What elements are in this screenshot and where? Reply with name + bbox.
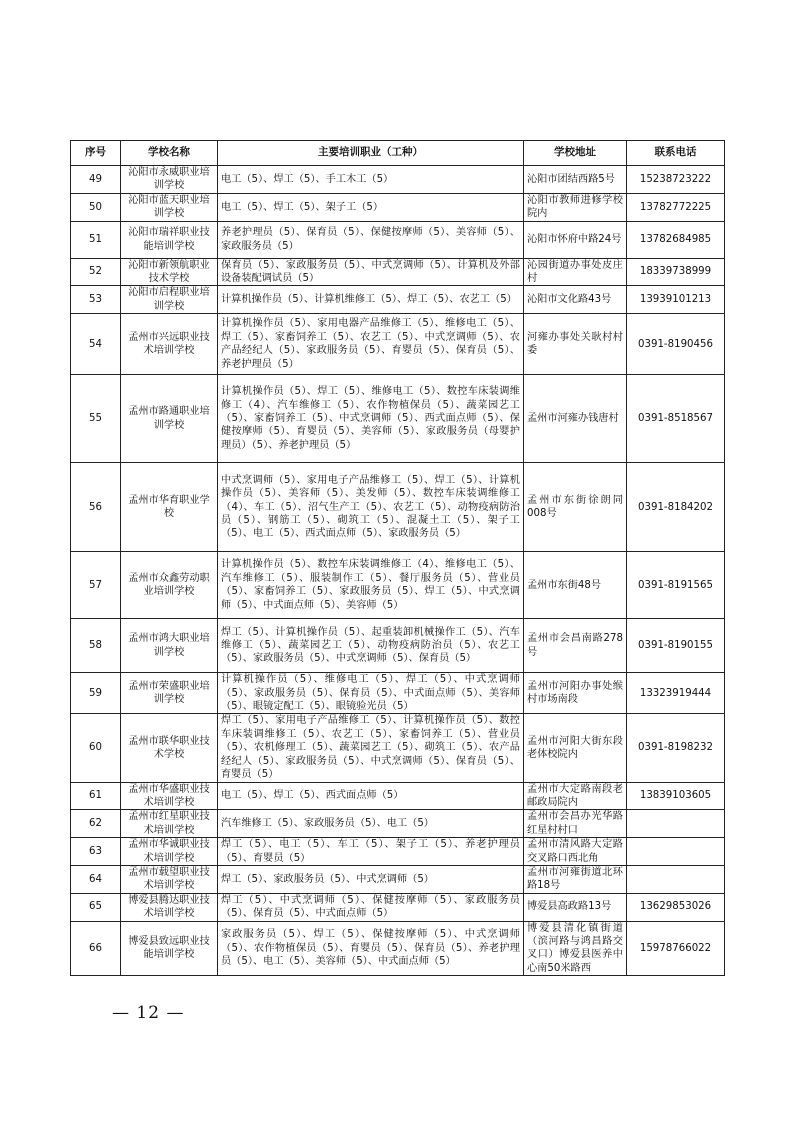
school-name: 孟州市华诚职业技术培训学校 bbox=[121, 838, 218, 866]
contact-phone: 0391-8191565 bbox=[627, 552, 725, 619]
school-name: 博爱县腾达职业技术培训学校 bbox=[121, 893, 218, 921]
header-address: 学校地址 bbox=[524, 141, 627, 166]
school-name: 沁阳市瑞祥职业技能培训学校 bbox=[121, 221, 218, 258]
school-address: 孟州市河雍街道北环路18号 bbox=[524, 865, 627, 893]
school-address: 孟州市大定路南段老邮政局院内 bbox=[524, 782, 627, 810]
table-row bbox=[71, 375, 725, 463]
table-row bbox=[71, 221, 725, 258]
school-address: 沁园街道办事处皮庄村 bbox=[524, 258, 627, 286]
training-jobs: 焊工（5）、家用电子产品维修工（5）、计算机操作员（5）、数控车床装调维修工（5）、农艺工（5）、家畜饲养工（5）、营业员（5）、农机修理工（5）、蔬菜园艺工（5）、砌筑工（5）、农产品经纪人（5）、家政服务员（5）、中式烹调师（5）、保育员（5）、育婴员（5） bbox=[218, 714, 524, 782]
row-number: 49 bbox=[71, 166, 121, 194]
row-number: 62 bbox=[71, 810, 121, 838]
school-address: 沁阳市教师进修学校院内 bbox=[524, 193, 627, 221]
school-name: 孟州市荣盛职业培训学校 bbox=[121, 673, 218, 714]
school-name: 孟州市红星职业技术培训学校 bbox=[121, 810, 218, 838]
table-row bbox=[71, 782, 725, 810]
row-number: 65 bbox=[71, 893, 121, 921]
school-address: 河雍办事处关耿村村委 bbox=[524, 314, 627, 375]
training-jobs: 电工（5）、焊工（5）、手工木工（5） bbox=[218, 166, 524, 194]
contact-phone: 0391-8184202 bbox=[627, 463, 725, 552]
row-number: 51 bbox=[71, 221, 121, 258]
table-row bbox=[71, 921, 725, 976]
row-number: 63 bbox=[71, 838, 121, 866]
table-row bbox=[71, 893, 725, 921]
table-row bbox=[71, 166, 725, 194]
training-jobs: 计算机操作员（5）、家用电器产品维修工（5）、维修电工（5）、焊工（5）、家畜饲养工（5）、农艺工（5）、中式烹调师（5）、农产品经纪人（5）、家政服务员（5）、育婴员（5）、保育员（5）、养老护理员（5） bbox=[218, 314, 524, 375]
school-address: 孟州市会昌办光华路红星村村口 bbox=[524, 810, 627, 838]
row-number: 54 bbox=[71, 314, 121, 375]
row-number: 61 bbox=[71, 782, 121, 810]
table-row bbox=[71, 463, 725, 552]
contact-phone: 13939101213 bbox=[627, 286, 725, 314]
training-jobs: 计算机操作员（5）、维修电工（5）、焊工（5）、中式烹调师（5）、家政服务员（5）、保育员（5）、中式面点师（5）、美容师（5）、眼镜定配工（5）、眼镜验光员（5） bbox=[218, 673, 524, 714]
row-number: 66 bbox=[71, 921, 121, 976]
contact-phone: 18339738999 bbox=[627, 258, 725, 286]
table-row bbox=[71, 865, 725, 893]
contact-phone: 0391-8190456 bbox=[627, 314, 725, 375]
training-jobs: 计算机操作员（5）、焊工（5）、维修电工（5）、数控车床装调维修工（4）、汽车维修工（5）、农作物植保员（5）、蔬菜园艺工（5）、家畜饲养工（5）、中式烹调师（5）、西式面点师（5）、保健按摩师（5）、育婴员（5）、美容师（5）、家政服务员（母婴护理员）（5）、养老护理员（5） bbox=[218, 375, 524, 463]
school-address: 孟州市清风路大定路交叉路口西北角 bbox=[524, 838, 627, 866]
contact-phone bbox=[627, 838, 725, 866]
training-jobs: 电工（5）、焊工（5）、西式面点师（5） bbox=[218, 782, 524, 810]
training-jobs: 家政服务员（5）、焊工（5）、保健按摩师（5）、中式烹调师（5）、农作物植保员（5）、育婴员（5）、保育员（5）、养老护理员（5）、电工（5）、美容师（5）、中式面点师（5） bbox=[218, 921, 524, 976]
contact-phone bbox=[627, 865, 725, 893]
contact-phone: 0391-8190155 bbox=[627, 619, 725, 673]
training-jobs: 焊工（5）、中式烹调师（5）、保健按摩师（5）、家政服务员（5）、保育员（5）、中式面点师（5） bbox=[218, 893, 524, 921]
training-jobs: 计算机操作员（5）、数控车床装调维修工（4）、维修电工（5）、汽车维修工（5）、服装制作工（5）、餐厅服务员（5）、营业员（5）、家畜饲养工（5）、家政服务员（5）、焊工（5）、中式烹调师（5）、中式面点师（5）、美容师（5） bbox=[218, 552, 524, 619]
contact-phone: 0391-8518567 bbox=[627, 375, 725, 463]
contact-phone: 13782684985 bbox=[627, 221, 725, 258]
school-address: 孟州市河阳大街东段老体校院内 bbox=[524, 714, 627, 782]
contact-phone: 13839103605 bbox=[627, 782, 725, 810]
table-row bbox=[71, 552, 725, 619]
contact-phone: 0391-8198232 bbox=[627, 714, 725, 782]
row-number: 52 bbox=[71, 258, 121, 286]
school-address: 孟州市会昌南路278号 bbox=[524, 619, 627, 673]
row-number: 56 bbox=[71, 463, 121, 552]
table-row bbox=[71, 258, 725, 286]
row-number: 64 bbox=[71, 865, 121, 893]
training-jobs: 焊工（5）、家政服务员（5）、中式烹调师（5） bbox=[218, 865, 524, 893]
school-name: 孟州市华盛职业技术培训学校 bbox=[121, 782, 218, 810]
table-header-row bbox=[71, 141, 725, 166]
table-row bbox=[71, 314, 725, 375]
school-address: 博爱县清化镇街道（滨河路与鸿昌路交叉口）博爱县医养中心南50米路西 bbox=[524, 921, 627, 976]
training-jobs: 保育员（5）、家政服务员（5）、中式烹调师（5）、计算机及外部设备装配调试员（5） bbox=[218, 258, 524, 286]
school-name: 孟州市联华职业技术学校 bbox=[121, 714, 218, 782]
contact-phone bbox=[627, 810, 725, 838]
training-jobs: 焊工（5）、电工（5）、车工（5）、架子工（5）、养老护理员（5）、育婴员（5） bbox=[218, 838, 524, 866]
school-name: 孟州市众鑫劳动职业培训学校 bbox=[121, 552, 218, 619]
school-address: 孟州市河雍办钱唐村 bbox=[524, 375, 627, 463]
table-row bbox=[71, 193, 725, 221]
school-address: 孟州市东街徐朗同008号 bbox=[524, 463, 627, 552]
row-number: 53 bbox=[71, 286, 121, 314]
table-row bbox=[71, 714, 725, 782]
school-address: 孟州市东街48号 bbox=[524, 552, 627, 619]
header-no: 序号 bbox=[71, 141, 121, 166]
school-name: 博爱县致远职业技能培训学校 bbox=[121, 921, 218, 976]
training-jobs: 电工（5）、焊工（5）、架子工（5） bbox=[218, 193, 524, 221]
training-jobs: 养老护理员（5）、保育员（5）、保健按摩师（5）、美容师（5）、家政服务员（5） bbox=[218, 221, 524, 258]
training-jobs: 焊工（5）、计算机操作员（5）、起重装卸机械操作工（5）、汽车维修工（5）、蔬菜园艺工（5）、动物疫病防治员（5）、农艺工（5）、家政服务员（5）、中式烹调师（5）、保育员（5） bbox=[218, 619, 524, 673]
table-row bbox=[71, 673, 725, 714]
table-row bbox=[71, 286, 725, 314]
school-table bbox=[70, 140, 725, 976]
school-name: 孟州市兴远职业技术培训学校 bbox=[121, 314, 218, 375]
header-school: 学校名称 bbox=[121, 141, 218, 166]
school-name: 孟州市载望职业技术培训学校 bbox=[121, 865, 218, 893]
school-address: 沁阳市文化路43号 bbox=[524, 286, 627, 314]
school-name: 沁阳市启程职业培训学校 bbox=[121, 286, 218, 314]
school-name: 孟州市路通职业培训学校 bbox=[121, 375, 218, 463]
school-name: 孟州市鸿大职业培训学校 bbox=[121, 619, 218, 673]
row-number: 60 bbox=[71, 714, 121, 782]
contact-phone: 13629853026 bbox=[627, 893, 725, 921]
row-number: 59 bbox=[71, 673, 121, 714]
contact-phone: 15978766022 bbox=[627, 921, 725, 976]
school-name: 沁阳市永威职业培训学校 bbox=[121, 166, 218, 194]
table-row bbox=[71, 838, 725, 866]
contact-phone: 13323919444 bbox=[627, 673, 725, 714]
row-number: 58 bbox=[71, 619, 121, 673]
school-address: 沁阳市团结西路5号 bbox=[524, 166, 627, 194]
page-number: — 12 — bbox=[112, 1003, 185, 1023]
row-number: 55 bbox=[71, 375, 121, 463]
training-jobs: 汽车维修工（5）、家政服务员（5）、电工（5） bbox=[218, 810, 524, 838]
header-phone: 联系电话 bbox=[627, 141, 725, 166]
training-jobs: 中式烹调师（5）、家用电子产品维修工（5）、焊工（5）、计算机操作员（5）、美容师（5）、美发师（5）、数控车床装调维修工（4）、车工（5）、沼气生产工（5）、农艺工（5）、动物疫病防治员（5）、钢筋工（5）、砌筑工（5）、混凝土工（5）、架子工（5）、电工（5）、西式面点师（5）、家政服务员（5） bbox=[218, 463, 524, 552]
school-address: 孟州市河阳办事处缑村市场南段 bbox=[524, 673, 627, 714]
table-row bbox=[71, 619, 725, 673]
row-number: 50 bbox=[71, 193, 121, 221]
school-name: 沁阳市蓝天职业培训学校 bbox=[121, 193, 218, 221]
header-jobs: 主要培训职业（工种） bbox=[218, 141, 524, 166]
contact-phone: 15238723222 bbox=[627, 166, 725, 194]
row-number: 57 bbox=[71, 552, 121, 619]
contact-phone: 13782772225 bbox=[627, 193, 725, 221]
table-row bbox=[71, 810, 725, 838]
school-address: 沁阳市怀府中路24号 bbox=[524, 221, 627, 258]
school-name: 沁阳市新领航职业技术学校 bbox=[121, 258, 218, 286]
training-jobs: 计算机操作员（5）、计算机维修工（5）、焊工（5）、农艺工（5） bbox=[218, 286, 524, 314]
table-body bbox=[71, 166, 725, 976]
school-name: 孟州市华育职业学校 bbox=[121, 463, 218, 552]
school-address: 博爱县高政路13号 bbox=[524, 893, 627, 921]
